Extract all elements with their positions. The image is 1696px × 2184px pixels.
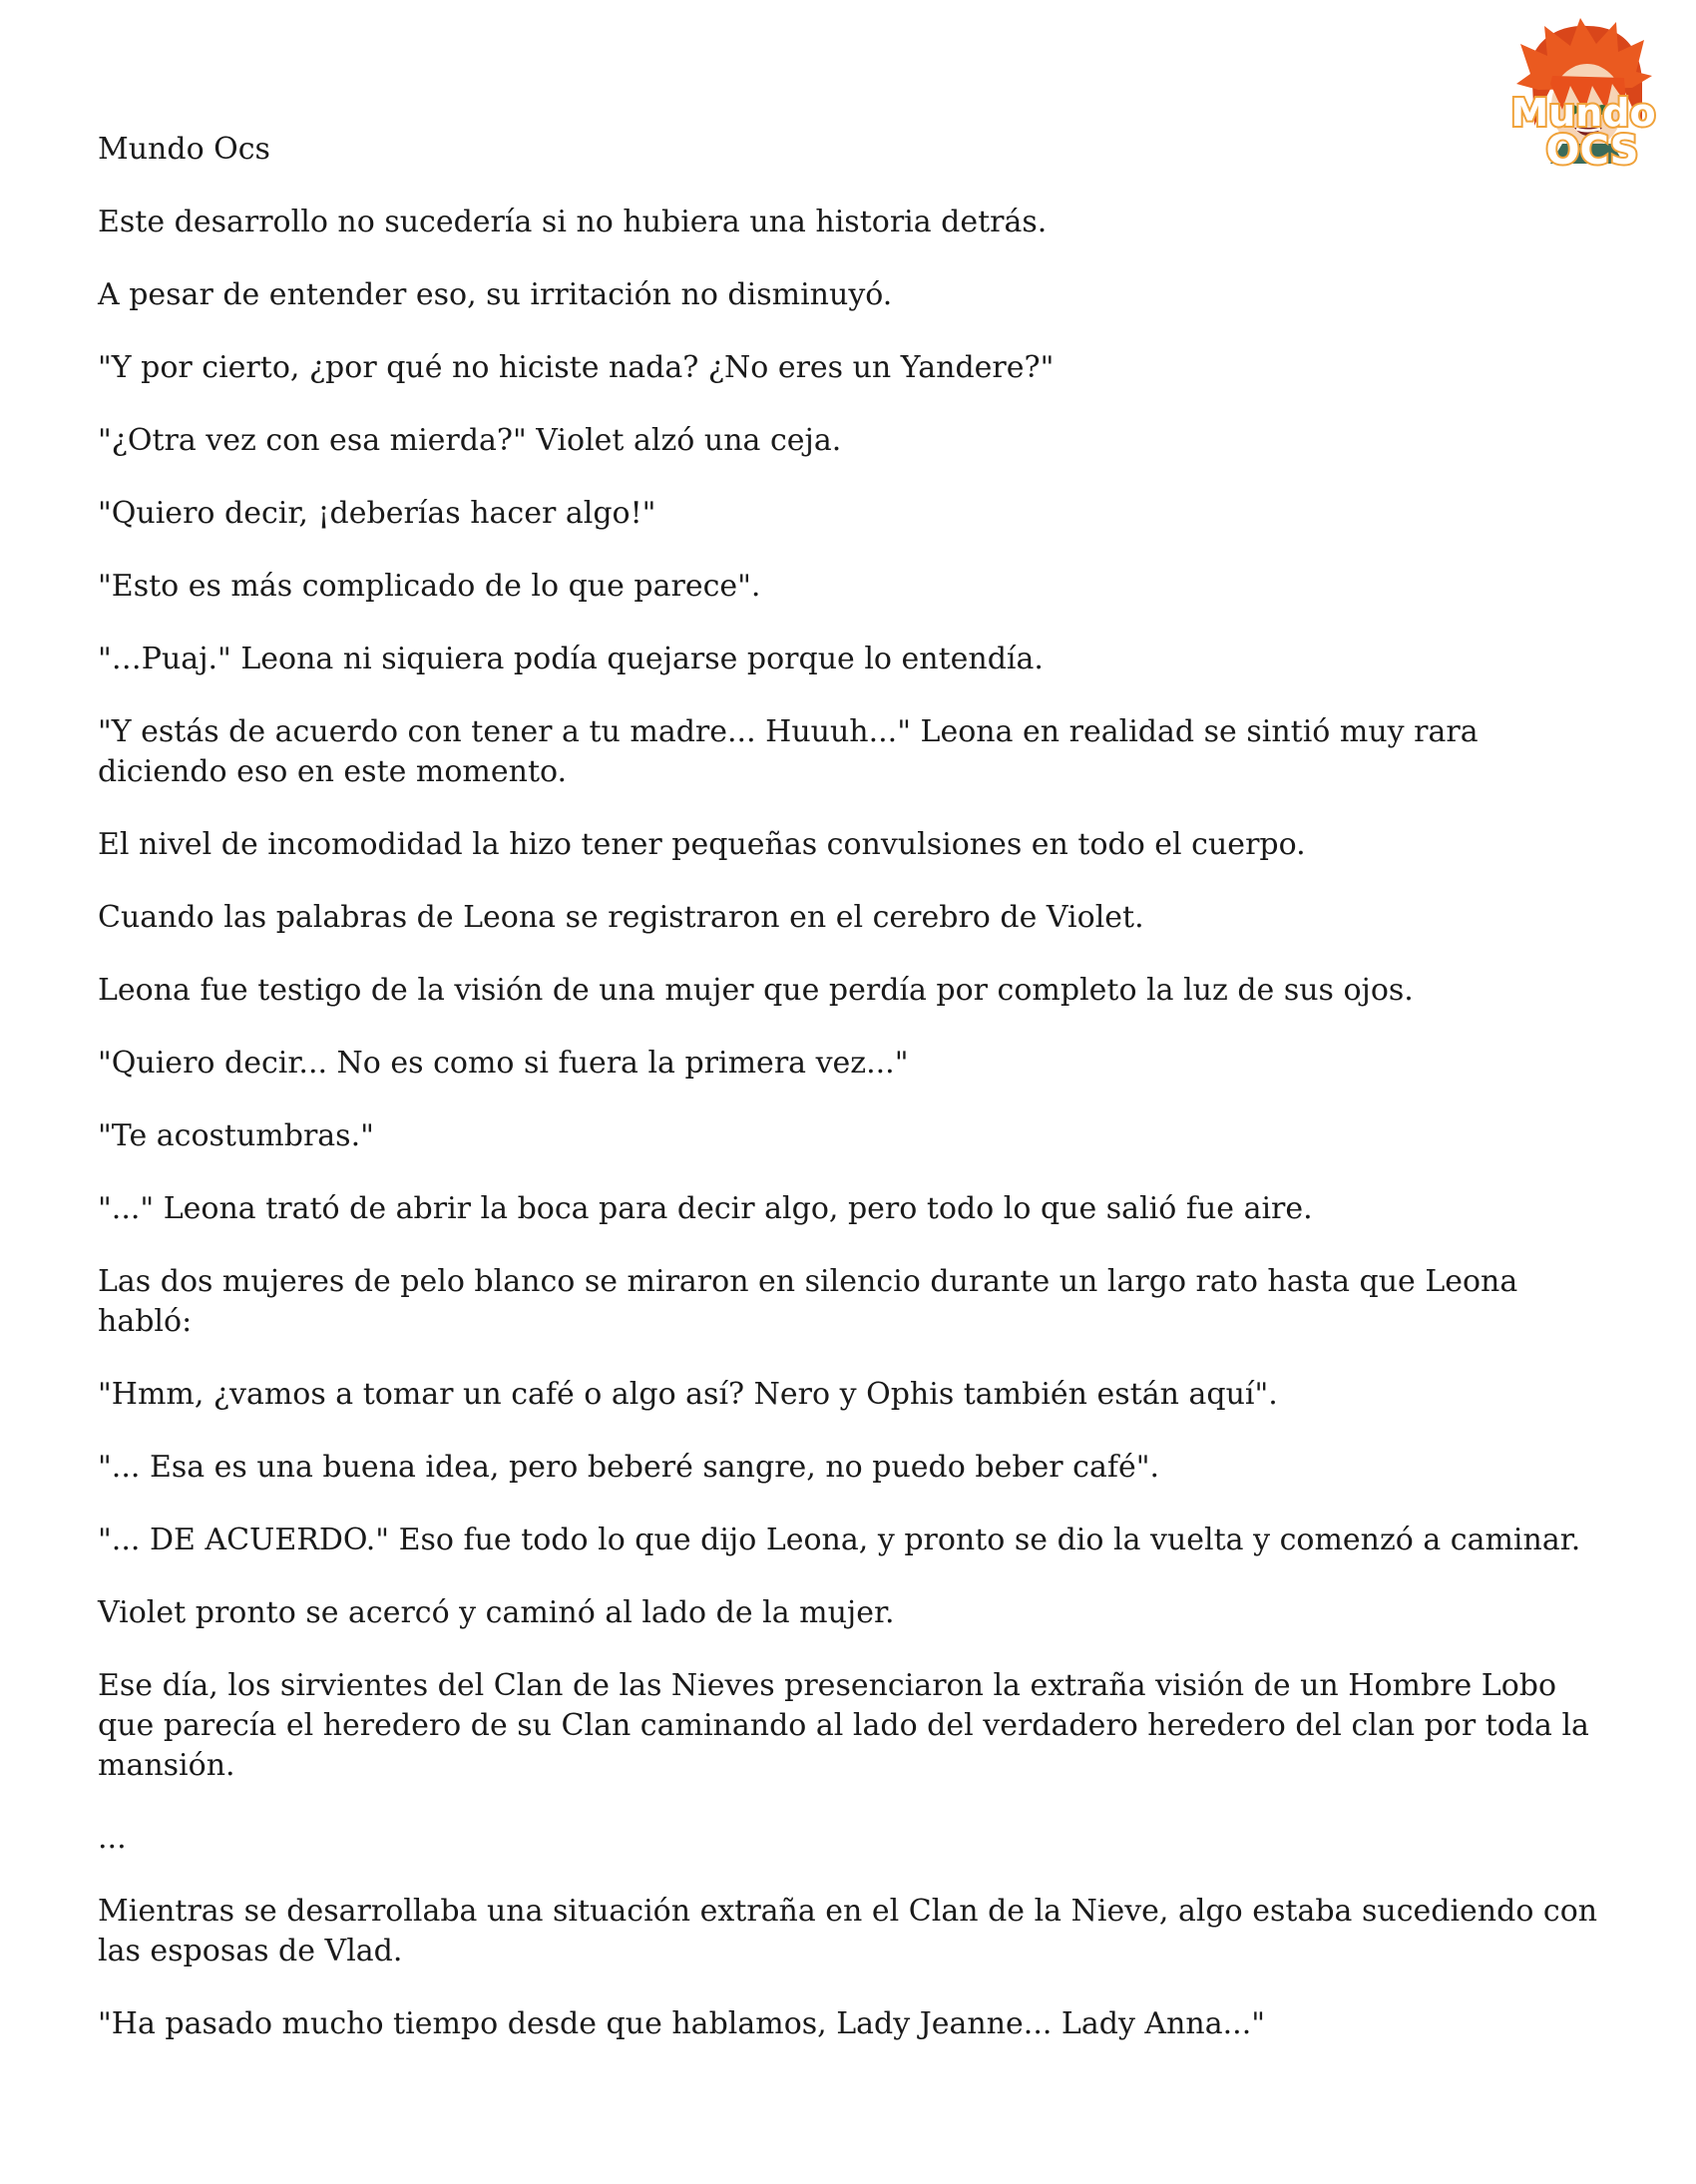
paragraph: Las dos mujeres de pelo blanco se miraron en silencio durante un largo rato hasta que Leona habló: [98, 1264, 1518, 1339]
document-title: Mundo Ocs [98, 132, 270, 167]
paragraph: "Esto es más complicado de lo que parece". [98, 569, 761, 604]
paragraph: Ese día, los sirvientes del Clan de las Nieves presenciaron la extraña visión de un Hombre Lobo que parecía el heredero de su Clan caminando al lado del verdadero heredero del clan por toda la mansión. [98, 1668, 1589, 1783]
paragraph: "Ha pasado mucho tiempo desde que hablamos, Lady Jeanne... Lady Anna..." [98, 2006, 1266, 2041]
paragraph: "Quiero decir, ¡deberías hacer algo!" [98, 496, 656, 531]
paragraph: "…Puaj." Leona ni siquiera podía quejarse porque lo entendía. [98, 642, 1044, 676]
paragraph: "Hmm, ¿vamos a tomar un café o algo así? Nero y Ophis también están aquí". [98, 1377, 1278, 1412]
paragraph: Mientras se desarrollaba una situación extraña en el Clan de la Nieve, algo estaba sucediendo con las esposas de Vlad. [98, 1894, 1598, 1968]
paragraph: "¿Otra vez con esa mierda?" Violet alzó una ceja. [98, 423, 842, 458]
paragraph: "Quiero decir... No es como si fuera la primera vez..." [98, 1046, 909, 1081]
paragraph: "Te acostumbras." [98, 1118, 374, 1153]
document-body [98, 130, 1614, 2044]
paragraph: "Y estás de acuerdo con tener a tu madre... Huuuh..." Leona en realidad se sintió muy rara diciendo eso en este momento. [98, 714, 1479, 789]
paragraph: Este desarrollo no sucedería si no hubiera una historia detrás. [98, 205, 1048, 239]
paragraph: Leona fue testigo de la visión de una mujer que perdía por completo la luz de sus ojos. [98, 973, 1414, 1008]
paragraph: "Y por cierto, ¿por qué no hiciste nada? ¿No eres un Yandere?" [98, 350, 1055, 385]
paragraph: "... DE ACUERDO." Eso fue todo lo que dijo Leona, y pronto se dio la vuelta y comenzó a caminar. [98, 1523, 1581, 1557]
paragraph: Violet pronto se acercó y caminó al lado de la mujer. [98, 1595, 895, 1630]
paragraph: "... Esa es una buena idea, pero beberé sangre, no puedo beber café". [98, 1450, 1160, 1485]
paragraph: A pesar de entender eso, su irritación no disminuyó. [98, 277, 893, 312]
logo-text-top: Mundo [1510, 91, 1656, 135]
paragraph: ... [98, 1821, 127, 1856]
logo-text-bottom: OCS [1545, 128, 1639, 174]
paragraph: El nivel de incomodidad la hizo tener pequeñas convulsiones en todo el cuerpo. [98, 827, 1306, 862]
paragraph: "..." Leona trató de abrir la boca para decir algo, pero todo lo que salió fue aire. [98, 1191, 1313, 1226]
paragraph: Cuando las palabras de Leona se registraron en el cerebro de Violet. [98, 900, 1144, 935]
